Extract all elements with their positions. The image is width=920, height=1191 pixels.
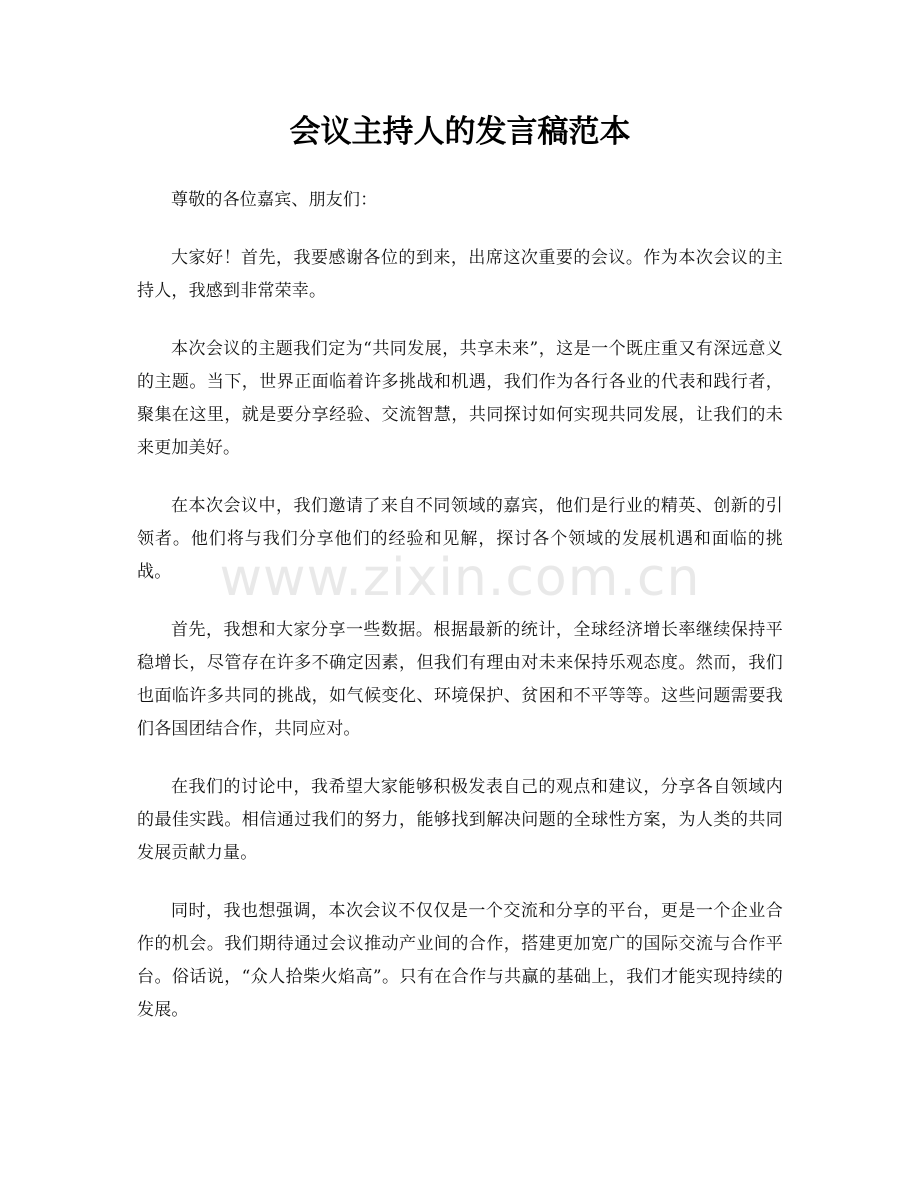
paragraph-guests: 在本次会议中，我们邀请了来自不同领域的嘉宾，他们是行业的精英、创新的引领者。他们将与我们分享他们的经验和见解，探讨各个领域的发展机遇和面临的挑战。 xyxy=(137,496,783,582)
paragraph-greeting: 大家好！首先，我要感谢各位的到来，出席这次重要的会议。作为本次会议的主持人，我感到非常荣幸。 xyxy=(137,248,783,301)
document-body xyxy=(137,184,783,1052)
paragraph-data: 首先，我想和大家分享一些数据。根据最新的统计，全球经济增长率继续保持平稳增长，尽管存在许多不确定因素，但我们有理由对未来保持乐观态度。然而，我们也面临许多共同的挑战，如气候变化、环境保护、贫困和不平等等。这些问题需要我们各国团结合作，共同应对。 xyxy=(137,620,783,739)
paragraph-salutation: 尊敬的各位嘉宾、朋友们： xyxy=(171,190,378,210)
document-title: 会议主持人的发言稿范本 xyxy=(289,114,631,150)
paragraph-discussion: 在我们的讨论中，我希望大家能够积极发表自己的观点和建议，分享各自领域内的最佳实践。相信通过我们的努力，能够找到解决问题的全球性方案，为人类的共同发展贡献力量。 xyxy=(137,777,783,863)
paragraph-theme: 本次会议的主题我们定为“共同发展，共享未来”，这是一个既庄重又有深远意义的主题。当下，世界正面临着许多挑战和机遇，我们作为各行各业的代表和践行者，聚集在这里，就是要分享经验、交流智慧，共同探讨如何实现共同发展，让我们的未来更加美好。 xyxy=(137,339,783,458)
paragraph-cooperation: 同时，我也想强调，本次会议不仅仅是一个交流和分享的平台，更是一个企业合作的机会。我们期待通过会议推动产业间的合作，搭建更加宽广的国际交流与合作平台。俗话说，“众人拾柴火焰高”。只有在合作与共赢的基础上，我们才能实现持续的发展。 xyxy=(137,901,783,1020)
site-watermark: www.zixin.com.cn xyxy=(219,548,701,608)
